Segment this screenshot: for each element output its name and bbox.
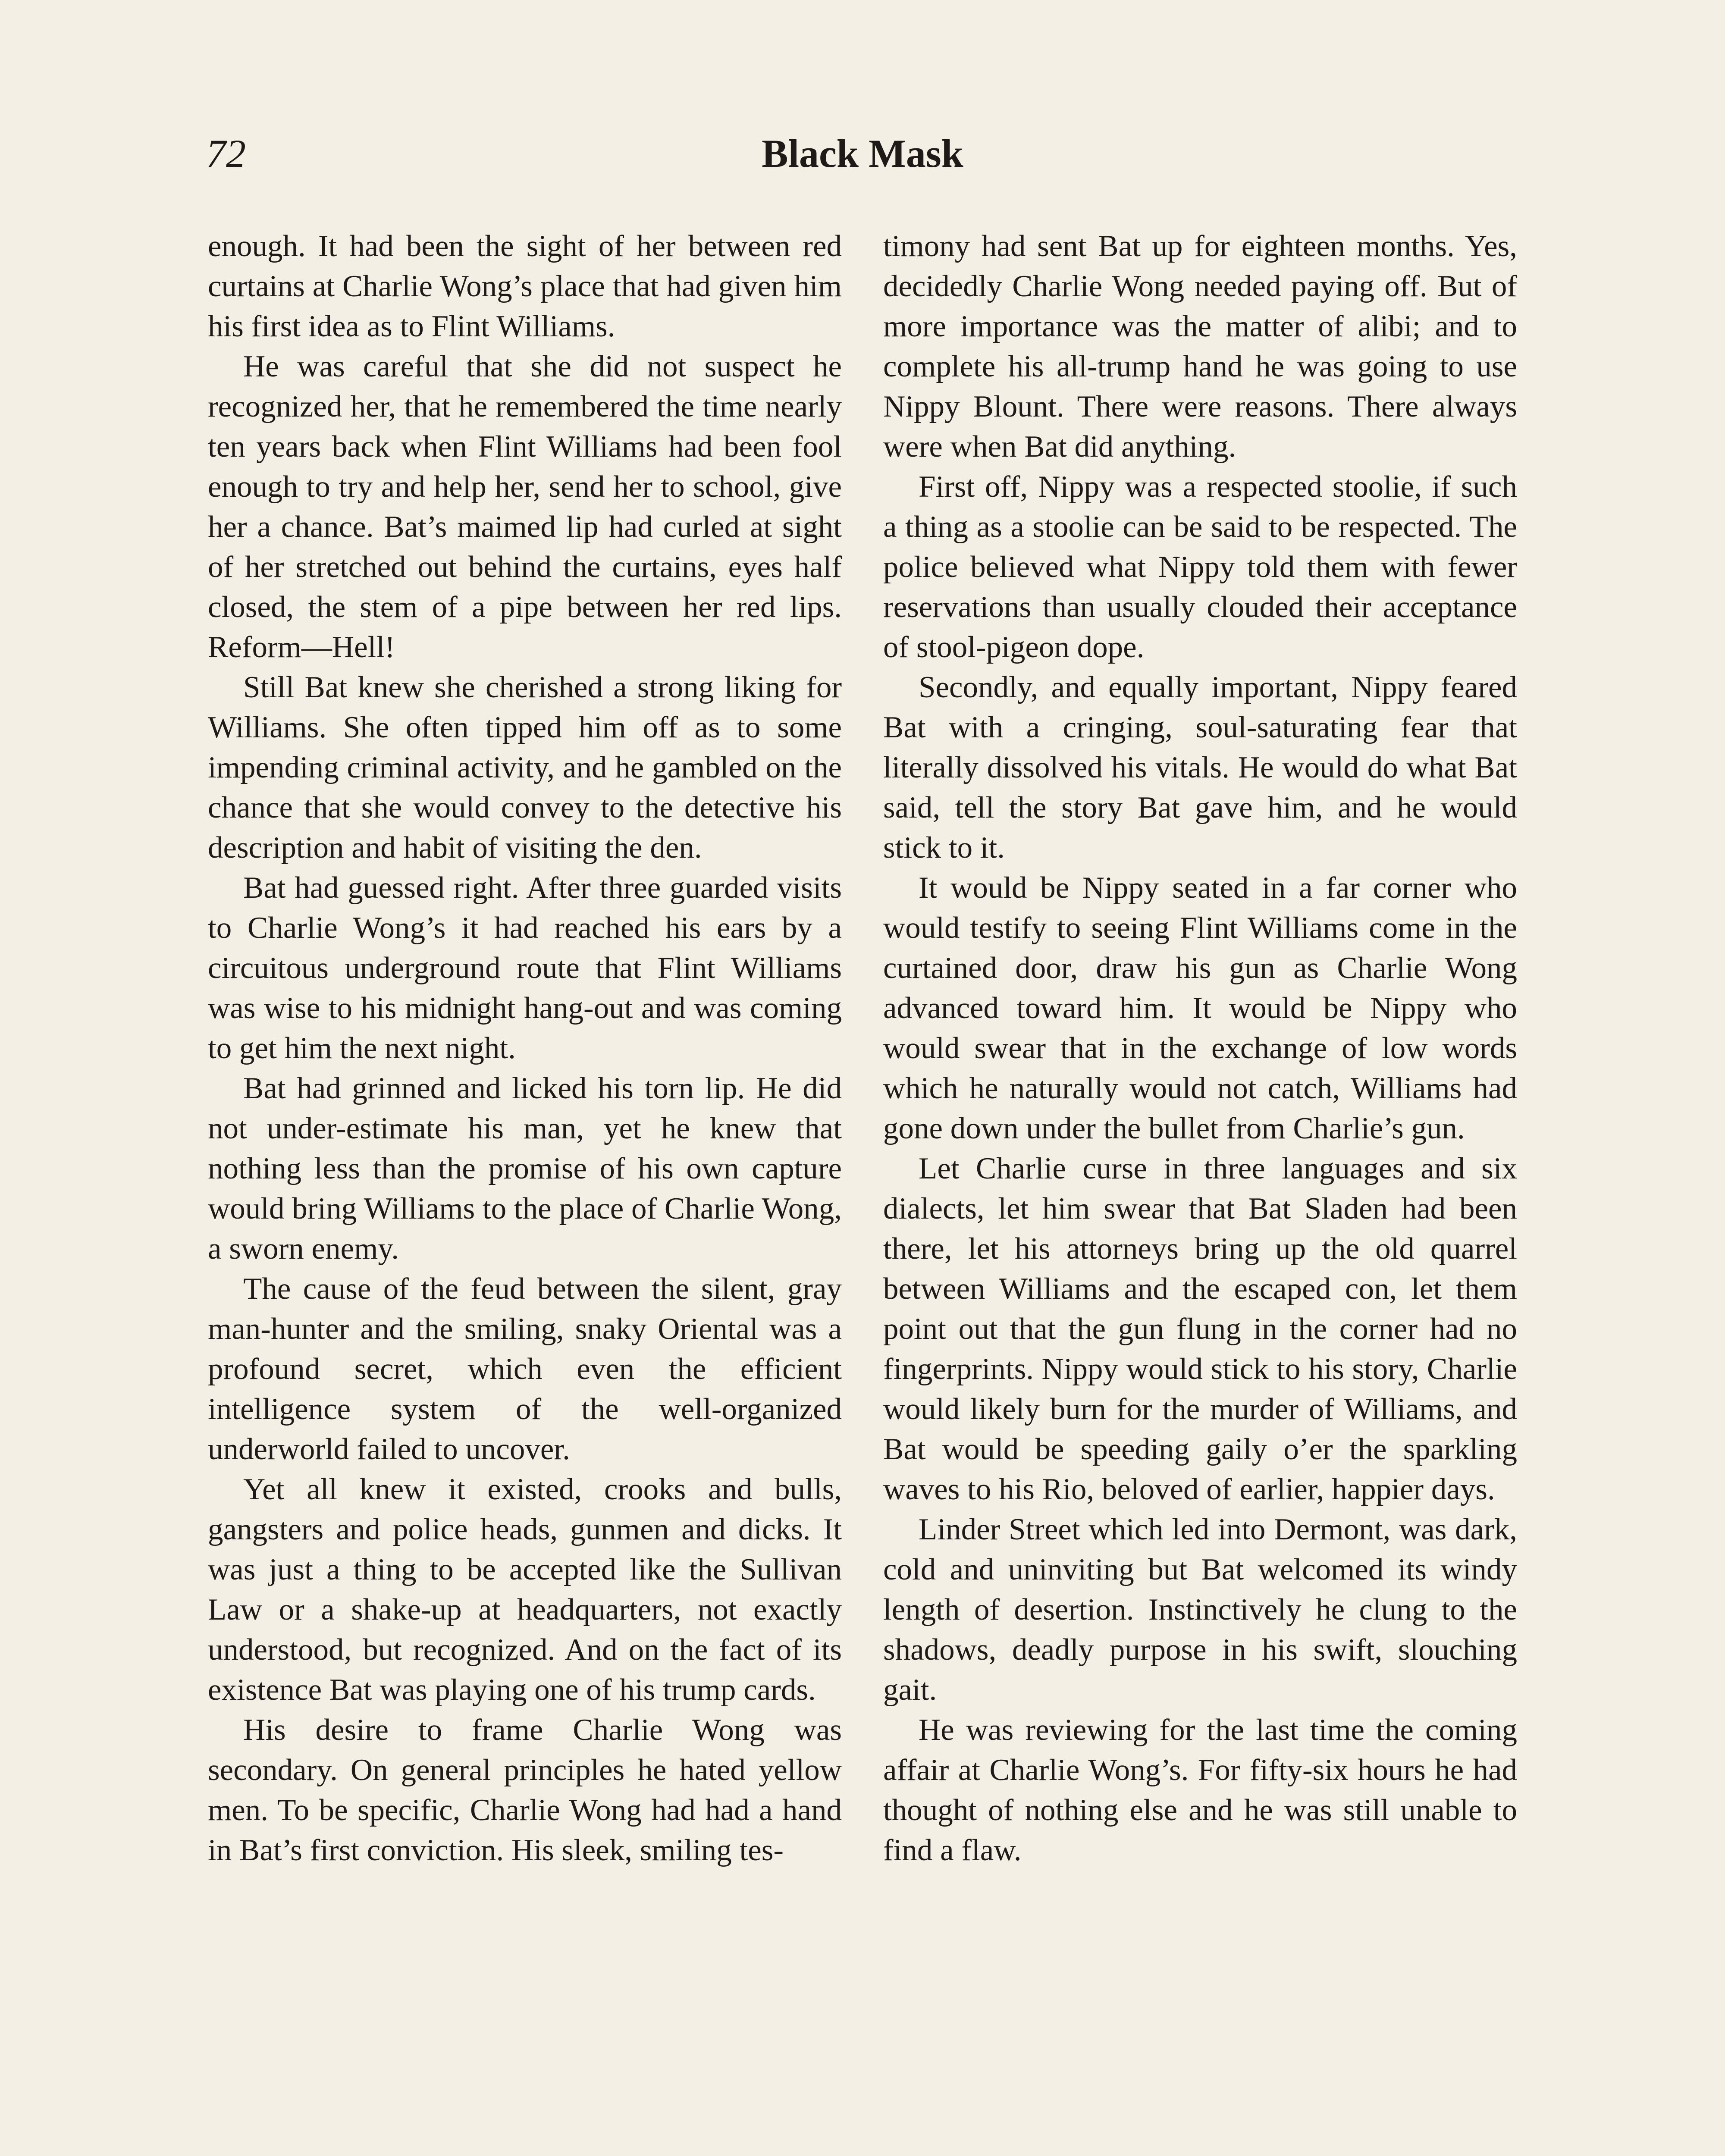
- paragraph: He was reviewing for the last time the coming affair at Charlie Wong’s. For fifty-six hours he had thought of nothing else and he was still unable to find a flaw.: [883, 1713, 1517, 1867]
- paragraph: Bat had guessed right. After three guarded visits to Charlie Wong’s it had reached his ears by a circuitous underground route that Flint Williams was wise to his midnight hang-out and was coming to get him the next night.: [208, 871, 842, 1065]
- paragraph: enough. It had been the sight of her between red curtains at Charlie Wong’s place that had given him his first idea as to Flint Williams.: [208, 229, 842, 343]
- right-column: [883, 226, 1517, 1871]
- paragraph: His desire to frame Charlie Wong was secondary. On general principles he hated yellow men. To be specific, Charlie Wong had had a hand in Bat’s first conviction. His sleek, smiling tes-: [208, 1713, 842, 1867]
- paragraph: First off, Nippy was a respected stoolie, if such a thing as a stoolie can be said to be respected. The police believed what Nippy told them with fewer reservations than usually clouded their acceptance of stool-pigeon dope.: [883, 470, 1517, 664]
- paragraph: Still Bat knew she cherished a strong liking for Williams. She often tipped him off as to some impending criminal activity, and he gambled on the chance that she would convey to the detective his description and habit of visiting the den.: [208, 671, 842, 865]
- paragraph: It would be Nippy seated in a far corner who would testify to seeing Flint Williams come in the curtained door, draw his gun as Charlie Wong advanced toward him. It would be Nippy who would swear that in the exchange of low words which he naturally would not catch, Williams had gone down under the bullet from Charlie’s gun.: [883, 871, 1517, 1145]
- left-column: [208, 226, 842, 1871]
- paragraph: Secondly, and equally important, Nippy feared Bat with a cringing, soul-saturating fear that literally dissolved his vitals. He would do what Bat said, tell the story Bat gave him, and he would stick to it.: [883, 671, 1517, 865]
- paragraph: Linder Street which led into Dermont, was dark, cold and uninviting but Bat welcomed its windy length of desertion. Instinctively he clung to the shadows, deadly purpose in his swift, slouching gait.: [883, 1513, 1517, 1707]
- paragraph: Bat had grinned and licked his torn lip. He did not under-estimate his man, yet he knew that nothing less than the promise of his own capture would bring Williams to the place of Charlie Wong, a sworn enemy.: [208, 1072, 842, 1266]
- paragraph: Let Charlie curse in three languages and six dialects, let him swear that Bat Sladen had been there, let his attorneys bring up the old quarrel between Williams and the escaped con, let them point out that the gun flung in the corner had no fingerprints. Nippy would stick to his story, Charlie would likely burn for the murder of Williams, and Bat would be speeding gaily o’er the sparkling waves to his Rio, beloved of earlier, happier days.: [883, 1152, 1517, 1506]
- paragraph: Yet all knew it existed, crooks and bulls, gangsters and police heads, gunmen and dicks. It was just a thing to be accepted like the Sullivan Law or a shake-up at headquarters, not exactly understood, but recognized. And on the fact of its existence Bat was playing one of his trump cards.: [208, 1473, 842, 1707]
- running-head-title: Black Mask: [762, 132, 963, 175]
- page-number: 72: [206, 132, 246, 175]
- paragraph: The cause of the feud between the silent, gray man-hunter and the smiling, snaky Oriental was a profound secret, which even the efficient intelligence system of the well-organized underworld failed to uncover.: [208, 1272, 842, 1466]
- paragraph: He was careful that she did not suspect he recognized her, that he remembered the time nearly ten years back when Flint Williams had been fool enough to try and help her, send her to school, give her a chance. Bat’s maimed lip had curled at sight of her stretched out behind the curtains, eyes half closed, the stem of a pipe between her red lips. Reform—Hell!: [208, 350, 842, 664]
- paragraph: timony had sent Bat up for eighteen months. Yes, decidedly Charlie Wong needed paying off. But of more importance was the matter of alibi; and to complete his all-trump hand he was going to use Nippy Blount. There were reasons. There always were when Bat did anything.: [883, 229, 1517, 464]
